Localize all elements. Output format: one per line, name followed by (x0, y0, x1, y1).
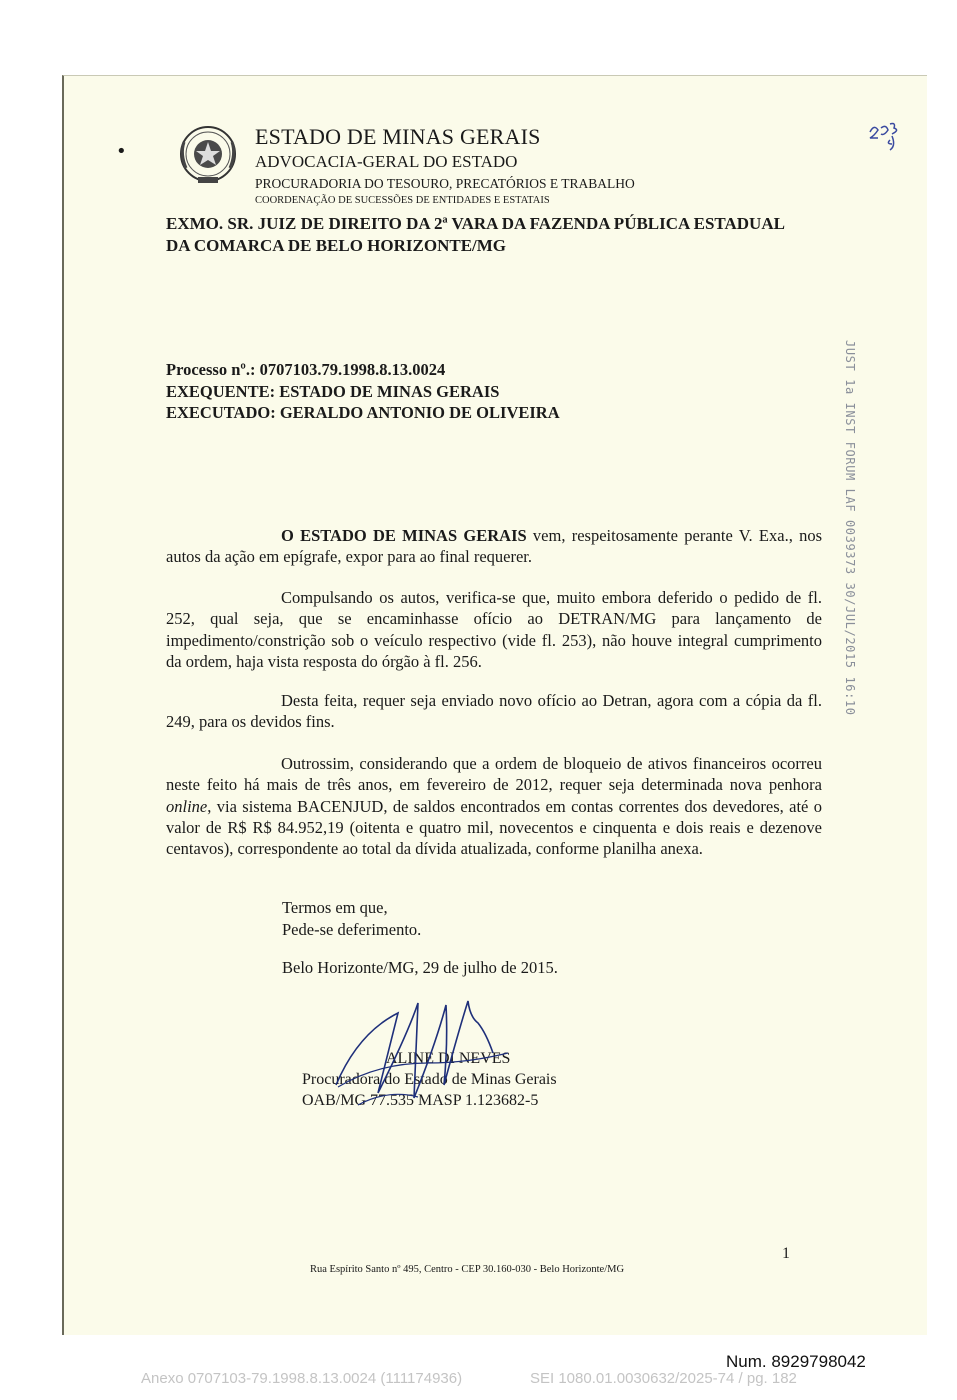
paragraph-1-subject: O ESTADO DE MINAS GERAIS (281, 526, 527, 545)
handwritten-page-number (866, 118, 906, 154)
addressee-line-1: EXMO. SR. JUIZ DE DIREITO DA 2ª VARA DA FAZENDA PÚBLICA ESTADUAL (166, 214, 785, 233)
header-agency: ADVOCACIA-GERAL DO ESTADO (255, 152, 518, 171)
paragraph-2-text: Compulsando os autos, verifica-se que, muito embora deferido o pedido de fl. 252, qual seja, que se encaminhasse ofício ao DETRAN/MG para lançamento de impedimento/constrição sob o veículo respectivo (vide fl. 253), não houve integral cumprimento da ordem, haja vista resposta do órgão à fl. 256. (166, 588, 822, 671)
case-info (166, 359, 560, 424)
document-number: Num. 8929798042 (726, 1352, 866, 1371)
state-coat-of-arms-icon (178, 122, 238, 186)
signing-date: Belo Horizonte/MG, 29 de julho de 2015. (282, 958, 558, 977)
case-number: Processo nº.: 0707103.79.1998.8.13.0024 (166, 360, 446, 379)
closing-line-1: Termos em que, (282, 898, 388, 917)
annex-reference: Anexo 0707103-79.1998.8.13.0024 (111174936) (141, 1370, 463, 1387)
addressee-line-2: DA COMARCA DE BELO HORIZONTE/MG (166, 236, 507, 255)
protocol-stamp: JUST 1a INST FORUM LAF 0039373 30/JUL/2015 16:10 (843, 340, 857, 716)
paragraph-4 (166, 753, 822, 859)
case-executado: EXECUTADO: GERALDO ANTONIO DE OLIVEIRA (166, 403, 560, 422)
scan-mark: • (116, 141, 127, 162)
sei-reference: SEI 1080.01.0030632/2025-74 / pg. 182 (530, 1370, 797, 1387)
signer-registration: OAB/MG 77.535 MASP 1.123682-5 (302, 1092, 539, 1109)
signer-title: Procuradora do Estado de Minas Gerais (302, 1071, 557, 1088)
paragraph-1-text: vem, respeitosamente perante V. Exa., nos autos da ação em epígrafe, expor para ao final requerer. (166, 526, 823, 567)
paragraph-1 (166, 525, 822, 568)
footer-address: Rua Espírito Santo nº 495, Centro - CEP 30.160-030 - Belo Horizonte/MG (310, 1264, 625, 1275)
paragraph-4-text-a: Outrossim, considerando que a ordem de bloqueio de ativos financeiros ocorreu neste feito há mais de três anos, em fevereiro de 2012, requer seja determinada nova penhora (166, 754, 822, 795)
signer-name: ALINE DI NEVES (386, 1050, 511, 1067)
addressee (166, 213, 785, 257)
closing-line-2: Pede-se deferimento. (282, 919, 422, 939)
closing (282, 897, 421, 940)
header-coordination: COORDENAÇÃO DE SUCESSÕES DE ENTIDADES E ESTATAIS (255, 195, 550, 206)
header-department: PROCURADORIA DO TESOURO, PRECATÓRIOS E TRABALHO (255, 176, 635, 191)
paragraph-3-text: Desta feita, requer seja enviado novo ofício ao Detran, agora com a cópia da fl. 249, para os devidos fins. (166, 691, 822, 732)
paragraph-2 (166, 587, 822, 672)
paragraph-4-text-b: , via sistema BACENJUD, de saldos encontrados em contas correntes dos devedores, até o valor de R$ R$ 84.952,19 (oitenta e quatro mil, novecentos e cinquenta e dois reais e dezenove centavos), correspondente ao total da dívida atualizada, conforme planilha anexa. (166, 796, 822, 859)
paragraph-3 (166, 690, 822, 733)
page-number: 1 (782, 1245, 790, 1262)
paragraph-4-emphasis: online (166, 796, 208, 816)
case-exequente: EXEQUENTE: ESTADO DE MINAS GERAIS (166, 381, 500, 401)
header-state: ESTADO DE MINAS GERAIS (255, 124, 541, 149)
handwritten-signature (318, 993, 528, 1111)
